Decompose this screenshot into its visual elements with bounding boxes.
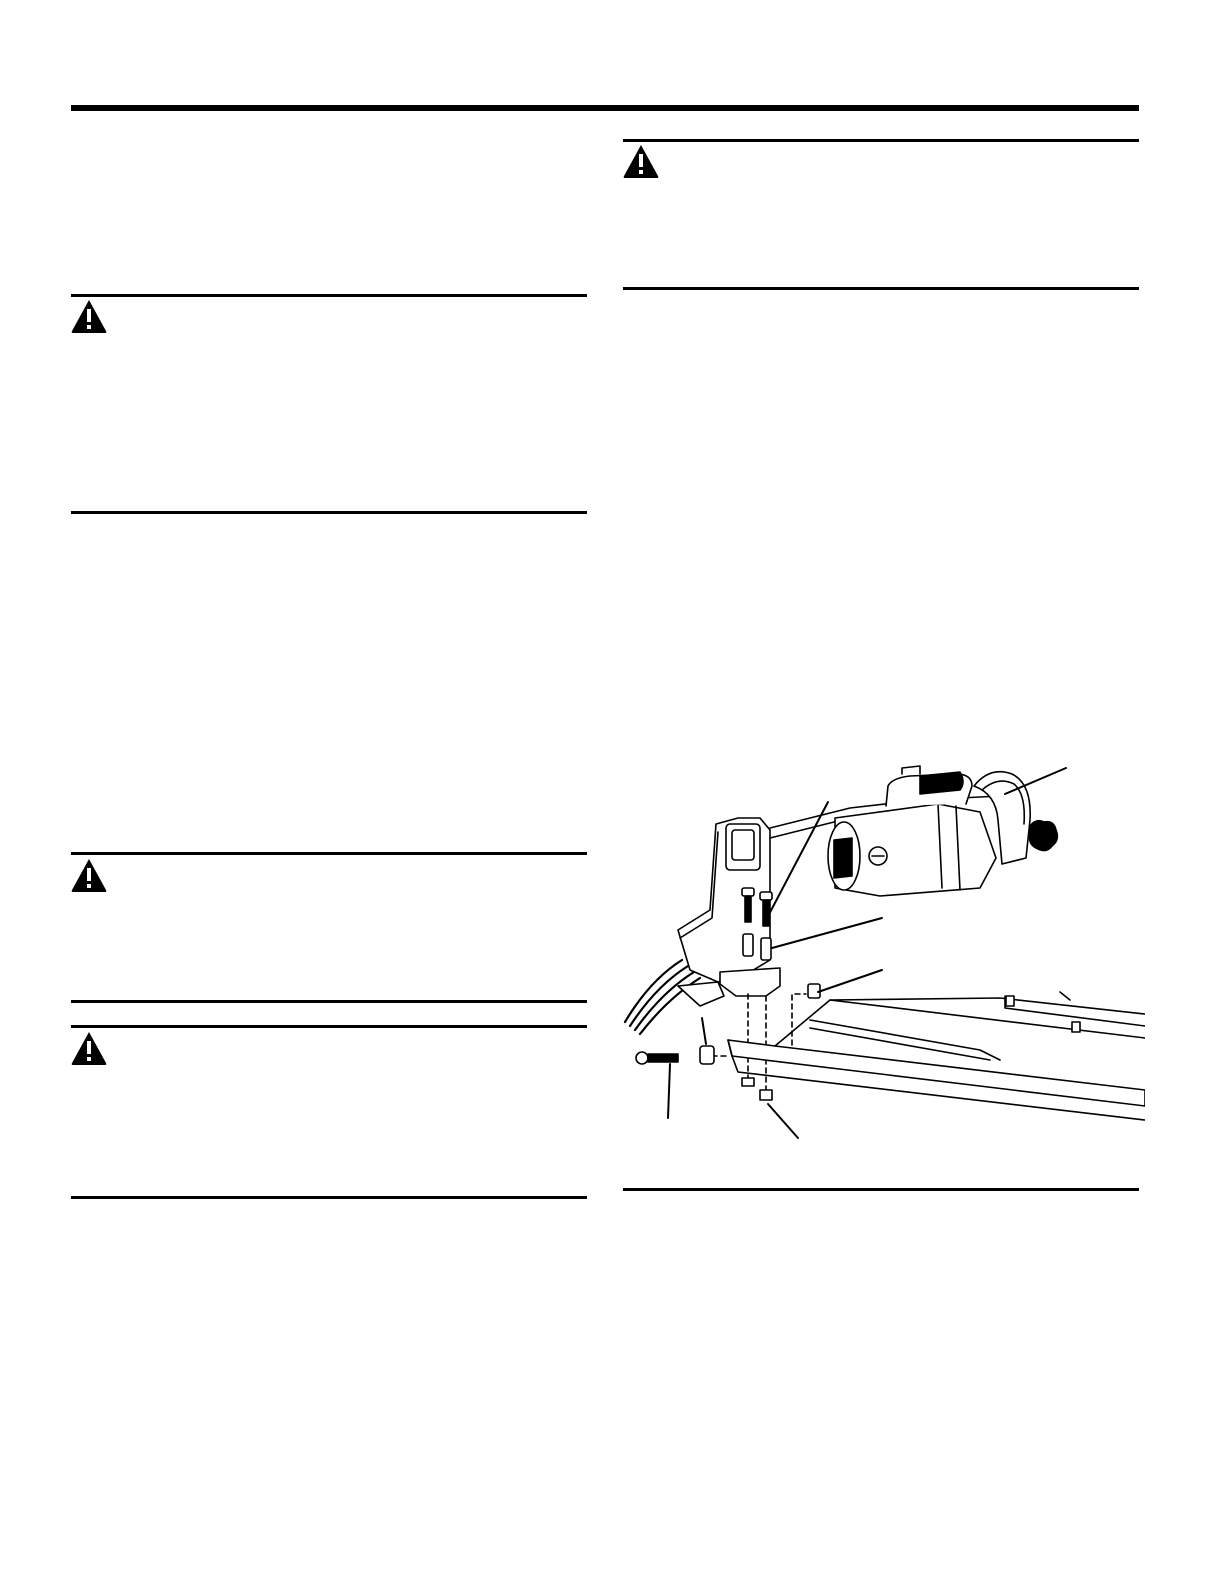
- left-warning-2-top-rule: [71, 852, 587, 855]
- alignment-dashes: [712, 994, 806, 1090]
- left-warning-3-bottom-rule: [71, 1196, 587, 1199]
- figure-bottom-rule: [623, 1188, 1139, 1191]
- warning-triangle-icon: [70, 857, 108, 893]
- left-warning-1-top-rule: [71, 294, 587, 297]
- left-warning-3-top-rule: [71, 1025, 587, 1028]
- saw-assembly-figure: [620, 760, 1145, 1150]
- right-warning-bottom-rule: [623, 287, 1139, 290]
- left-warning-2-bottom-rule: [71, 1000, 587, 1003]
- warning-triangle-icon: [70, 1030, 108, 1066]
- cutting-table: [728, 992, 1145, 1120]
- right-warning-top-rule: [623, 139, 1139, 142]
- left-warning-1-bottom-rule: [71, 511, 587, 514]
- power-cord-lines: [625, 960, 700, 1034]
- header-rule: [71, 105, 1139, 111]
- motor-housing: [828, 766, 996, 896]
- warning-triangle-icon: [622, 143, 660, 179]
- mounting-bracket: [720, 968, 780, 996]
- warning-triangle-icon: [70, 298, 108, 334]
